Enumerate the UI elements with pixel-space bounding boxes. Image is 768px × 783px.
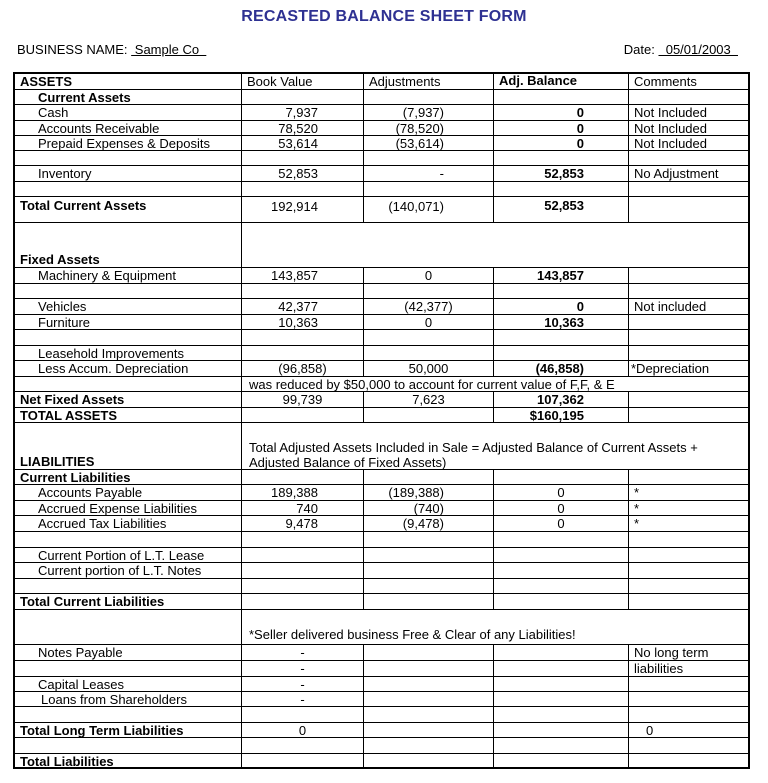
section-liabilities xyxy=(15,423,748,470)
adj-balance: 107,362 xyxy=(494,392,629,407)
book-value: - xyxy=(242,661,364,676)
business-name-label: BUSINESS NAME: xyxy=(17,42,128,57)
adjustment: (189,388) xyxy=(364,485,494,500)
header-book-value: Book Value xyxy=(242,74,364,89)
comment: No long term xyxy=(634,645,709,660)
adjustment: (53,614) xyxy=(364,136,494,150)
comment: *Depreciation xyxy=(631,361,710,376)
table-row xyxy=(15,661,748,677)
table-row xyxy=(15,136,748,151)
current-assets-heading: Current Assets xyxy=(15,90,242,104)
current-liabilities-heading: Current Liabilities xyxy=(15,470,242,484)
assets-in-sale-note: Total Adjusted Assets Included in Sale = Adjusted Balance of Current Assets + Adjusted Balance of Fixed Assets) xyxy=(249,440,698,470)
total-assets-row xyxy=(15,408,748,423)
balance-sheet-table xyxy=(13,72,750,769)
total-long-term-liabilities-row xyxy=(15,723,748,738)
business-name-value[interactable]: Sample Co xyxy=(131,42,207,57)
book-value: 740 xyxy=(242,501,364,515)
adj-balance: $160,195 xyxy=(494,408,629,422)
blank-row xyxy=(15,151,748,166)
row-label: Current Portion of L.T. Lease xyxy=(15,548,242,562)
section-current-liabilities xyxy=(15,470,748,485)
seller-note: *Seller delivered business Free & Clear of any Liabilities! xyxy=(249,627,576,642)
table-row xyxy=(15,677,748,692)
table-row xyxy=(15,563,748,579)
book-value: 9,478 xyxy=(242,516,364,531)
table-row xyxy=(15,121,748,136)
adjustment: (7,937) xyxy=(364,105,494,120)
adj-balance: 52,853 xyxy=(494,166,629,181)
table-header-row xyxy=(15,74,748,90)
adj-balance: 0 xyxy=(494,501,629,515)
header-comments: Comments xyxy=(634,74,697,89)
total-current-assets-row xyxy=(15,197,748,223)
book-value: 78,520 xyxy=(242,121,364,135)
adj-balance: 0 xyxy=(494,516,629,531)
row-label: Machinery & Equipment xyxy=(15,268,242,283)
adj-balance: 0 xyxy=(494,299,629,314)
table-row xyxy=(15,105,748,121)
liabilities-heading: LIABILITIES xyxy=(15,423,242,469)
blank-row xyxy=(15,182,748,197)
date-value[interactable]: 05/01/2003 xyxy=(658,42,738,57)
row-label: Accrued Tax Liabilities xyxy=(15,516,242,531)
date-label: Date: xyxy=(623,42,655,57)
row-label: TOTAL ASSETS xyxy=(15,408,242,422)
comment: Not Included xyxy=(634,105,707,120)
depreciation-note: was reduced by $50,000 to account for current value of F,F, & E xyxy=(249,377,615,392)
adjustment: (9,478) xyxy=(364,516,494,531)
row-label: Net Fixed Assets xyxy=(15,392,242,407)
blank-row xyxy=(15,579,748,594)
row-label: Less Accum. Depreciation xyxy=(15,361,242,376)
book-value: 53,614 xyxy=(242,136,364,150)
header-assets: ASSETS xyxy=(15,74,242,89)
seller-note-row xyxy=(15,610,748,645)
row-label: Cash xyxy=(15,105,242,120)
comment: liabilities xyxy=(634,661,684,676)
blank-row xyxy=(15,532,748,548)
table-row xyxy=(15,315,748,330)
comment: Not Included xyxy=(634,121,707,136)
blank-row xyxy=(15,707,748,723)
table-row xyxy=(15,268,748,284)
book-value: 99,739 xyxy=(242,392,364,407)
row-label: Leasehold Improvements xyxy=(15,346,242,360)
adj-balance: 0 xyxy=(494,136,629,150)
adj-balance: 143,857 xyxy=(494,268,629,283)
adjustment: (78,520) xyxy=(364,121,494,135)
table-row xyxy=(15,346,748,361)
adj-balance: 10,363 xyxy=(494,315,629,329)
row-label: Capital Leases xyxy=(15,677,242,691)
adj-balance: 0 xyxy=(494,485,629,500)
adj-balance: (46,858) xyxy=(494,361,629,376)
row-label: Total Liabilities xyxy=(15,754,242,769)
total-liabilities-row xyxy=(15,754,748,769)
table-row xyxy=(15,548,748,563)
comment: * xyxy=(634,501,640,516)
comment: * xyxy=(634,516,640,531)
book-value: 189,388 xyxy=(242,485,364,500)
section-fixed-assets xyxy=(15,223,748,268)
adjustment: (740) xyxy=(364,501,494,515)
book-value: - xyxy=(242,692,364,706)
fixed-assets-heading: Fixed Assets xyxy=(15,223,242,267)
comment: Not Included xyxy=(634,136,707,151)
blank-row xyxy=(15,330,748,346)
table-row xyxy=(15,166,748,182)
row-label: Furniture xyxy=(15,315,242,329)
book-value: 42,377 xyxy=(242,299,364,314)
section-current-assets xyxy=(15,90,748,105)
adjustment: 0 xyxy=(364,268,494,283)
header-adj-balance: Adj. Balance xyxy=(494,74,629,89)
header-adjustments: Adjustments xyxy=(364,74,494,89)
comment: Not included xyxy=(634,299,707,314)
book-value: 10,363 xyxy=(242,315,364,329)
row-label: Prepaid Expenses & Deposits xyxy=(15,136,242,150)
comment: * xyxy=(634,485,640,500)
book-value: - xyxy=(242,677,364,691)
book-value: 0 xyxy=(242,723,364,737)
adj-balance: 0 xyxy=(494,105,629,120)
adjustment: 7,623 xyxy=(364,392,494,407)
table-row xyxy=(15,692,748,707)
book-value: 52,853 xyxy=(242,166,364,181)
table-row xyxy=(15,501,748,516)
row-label: Vehicles xyxy=(15,299,242,314)
book-value: 143,857 xyxy=(242,268,364,283)
row-label: Accounts Receivable xyxy=(15,121,242,135)
row-label: Total Long Term Liabilities xyxy=(15,723,242,737)
book-value: 192,914 xyxy=(242,197,364,222)
row-label: Total Current Liabilities xyxy=(15,594,242,609)
blank-row xyxy=(15,284,748,299)
adj-balance: 0 xyxy=(494,121,629,135)
adjustment: 0 xyxy=(364,315,494,329)
table-row xyxy=(15,485,748,501)
table-row xyxy=(15,645,748,661)
adj-balance: 52,853 xyxy=(494,197,629,222)
book-value: - xyxy=(242,645,364,660)
adjustment: (42,377) xyxy=(364,299,494,314)
date-field xyxy=(624,42,738,57)
row-label: Total Current Assets xyxy=(15,197,242,222)
total-current-liabilities-row xyxy=(15,594,748,610)
adjustment: - xyxy=(364,166,494,181)
net-fixed-assets-row xyxy=(15,392,748,408)
table-row xyxy=(15,299,748,315)
comment: 0 xyxy=(646,723,654,738)
blank-row xyxy=(15,738,748,754)
row-label: Accrued Expense Liabilities xyxy=(15,501,242,515)
depreciation-note-row xyxy=(15,377,748,392)
row-label: Notes Payable xyxy=(15,645,242,660)
row-label: Accounts Payable xyxy=(15,485,242,500)
book-value: 7,937 xyxy=(242,105,364,120)
comment: No Adjustment xyxy=(634,166,719,181)
page-title: RECASTED BALANCE SHEET FORM xyxy=(241,8,527,25)
adjustment: 50,000 xyxy=(364,361,494,376)
row-label: Inventory xyxy=(15,166,242,181)
book-value: (96,858) xyxy=(242,361,364,376)
business-name-field xyxy=(17,42,206,57)
adjustment: (140,071) xyxy=(364,197,494,222)
row-label: Loans from Shareholders xyxy=(15,692,242,706)
row-label: Current portion of L.T. Notes xyxy=(15,563,242,578)
table-row xyxy=(15,361,748,377)
table-row xyxy=(15,516,748,532)
